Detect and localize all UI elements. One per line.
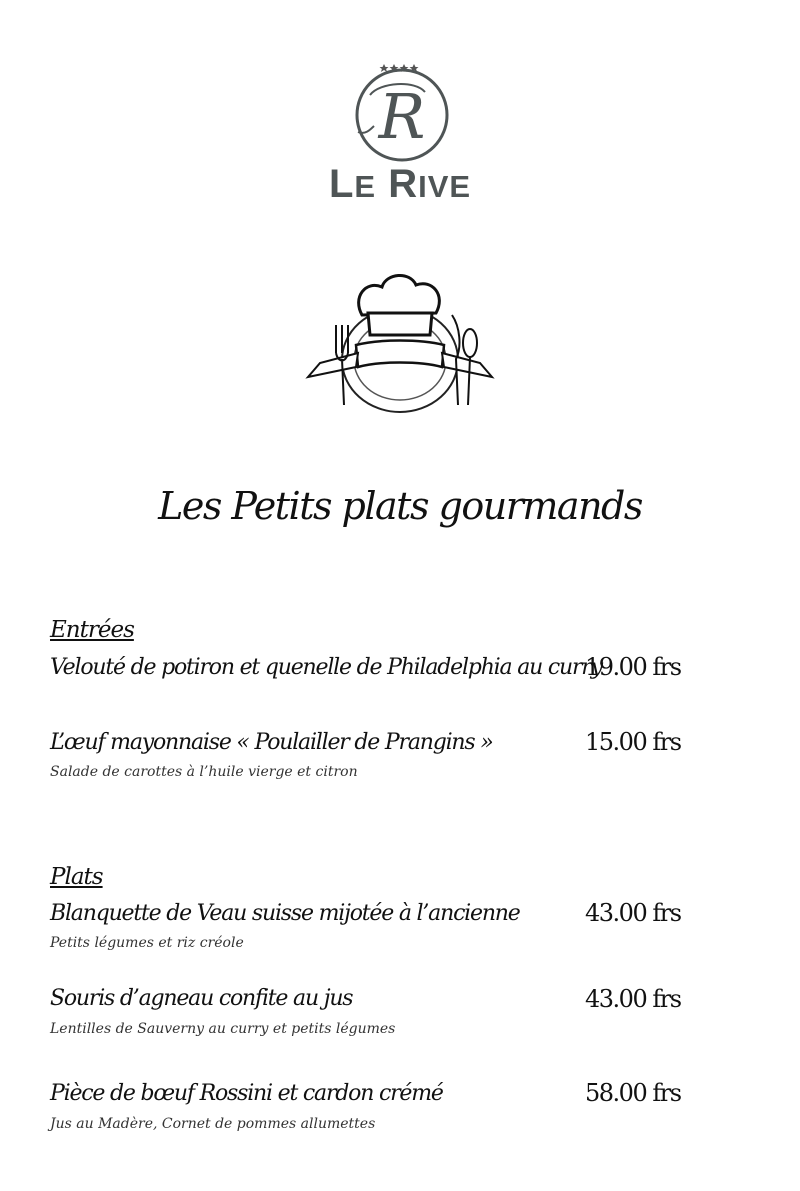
logo-monogram: R [378, 80, 426, 153]
menu-title: Les Petits plats gourmands [158, 484, 642, 528]
brand-letters: E [354, 169, 377, 204]
chef-plate-illustration [300, 255, 500, 435]
brand-name [0, 162, 800, 207]
menu-item-price: 58.00 frs [585, 1079, 681, 1107]
section-title-plats: Plats [50, 864, 103, 890]
menu-item-price: 43.00 frs [585, 985, 681, 1013]
menu-item-description: Salade de carottes à l’huile vierge et citron [50, 764, 358, 780]
brand-letter: L [328, 162, 355, 206]
menu-item-name: L’œuf mayonnaise « Poulailler de Prangins » [50, 730, 493, 755]
menu-item-price: 15.00 frs [585, 728, 681, 756]
section-title-entrees: Entrées [50, 617, 134, 643]
menu-item-name: Blanquette de Veau suisse mijotée à l’ancienne [50, 901, 520, 926]
menu-item-price: 43.00 frs [585, 899, 681, 927]
menu-item-name: Velouté de potiron et quenelle de Philadelphia au curry [50, 655, 602, 680]
brand-letters: IVE [418, 169, 472, 204]
menu-item-description: Lentilles de Sauverny au curry et petits légumes [50, 1021, 396, 1037]
menu-item-name: Souris d’agneau confite au jus [50, 986, 353, 1011]
menu-item-price: 19.00 frs [585, 653, 681, 681]
menu-item-description: Jus au Madère, Cornet de pommes allumettes [50, 1116, 376, 1132]
menu-item-description: Petits légumes et riz créole [50, 935, 244, 951]
menu-item-name: Pièce de bœuf Rossini et cardon crémé [50, 1081, 443, 1106]
brand-letter: R [388, 162, 419, 206]
